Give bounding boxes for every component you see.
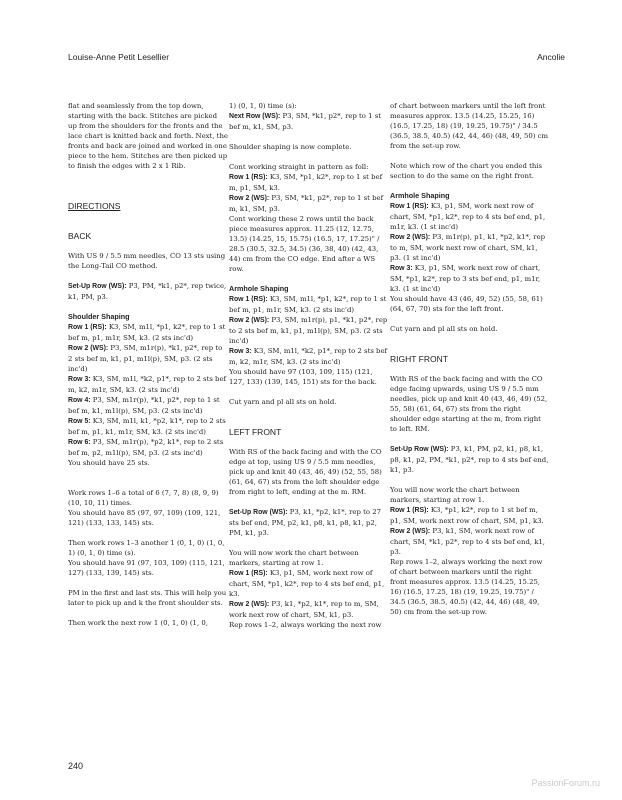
back-heading: BACK xyxy=(68,231,92,241)
armhole-row-2 xyxy=(229,315,389,346)
back-setup-row xyxy=(68,281,228,302)
cut-yarn: Cut yarn and pl all sts on hold. xyxy=(390,325,498,333)
armhole-shaping-heading: Armhole Shaping xyxy=(229,284,289,293)
time-continuation: 1) (0, 1, 0) time (s): xyxy=(229,102,297,110)
row-label: Row 6: xyxy=(68,439,91,446)
row-text: P3, k1, SM, work next row of chart, SM, *k1, p2*, rep to 4 sts bef end, k1, p3. xyxy=(390,527,545,556)
front-armhole-row-2 xyxy=(390,232,550,263)
armhole-shaping-heading: Armhole Shaping xyxy=(390,191,450,200)
chart-intro: You will now work the chart between markers, starting at row 1. xyxy=(229,549,359,567)
shoulder-row-1 xyxy=(68,322,228,343)
header-title: Ancolie xyxy=(537,52,565,62)
row-text: K3, SM, *p1, k2*, rep to 1 st bef m, p1, SM, k3. xyxy=(229,173,383,192)
left-front-setup-row xyxy=(229,507,389,538)
row-text: K3, SM, m1l, k1, *p2, k1*, rep to 2 sts bef m, p1, k1, m1r, SM, k3. (2 sts inc'd) xyxy=(68,417,226,436)
row-text: K3, SM, m1l, *p1, k2*, rep to 1 st bef m, p1, m1r, SM, k3. (2 sts inc'd) xyxy=(229,295,387,314)
row-text: P3, SM, m1r(p), *k1, p2*, rep to 1 st bef m, k1, m1l(p), SM, p3. (2 sts inc'd) xyxy=(68,396,220,415)
row-text: K3, p1, SM, work next row of chart, SM, *p1, k2*, rep to 3 sts bef end, p1, m1r, k3. (1 st inc'd) xyxy=(390,264,541,293)
row-text: P3, k1, *p2, k1*, rep to 27 sts bef end, PM, p2, k1, p8, k1, p8, k1, p2, PM, k1, p3. xyxy=(229,508,381,537)
row-text: P3, SM, m1r(p), *p2, k1*, rep to 2 sts bef m, p2, m1l(p), SM, p3. (2 sts inc'd) xyxy=(68,438,224,457)
row-text: P3, PM, *k1, p2*, rep twice, k1, PM, p3. xyxy=(68,282,227,301)
row-label: Row 2 (WS): xyxy=(229,317,270,324)
row-text: K3, SM, m1l, *k2, p1*, rep to 2 sts bef m, k2, m1r, SM, k3. (2 sts inc'd) xyxy=(229,347,388,366)
stitch-count: You should have 25 sts. xyxy=(68,459,150,467)
row-label: Row 1 (RS): xyxy=(229,296,268,303)
pattern-row-1 xyxy=(229,172,389,193)
row-text: K3, p1, SM, work next row of chart, SM, *p1, k2*, rep to 4 sts bef end, p1, m1r, k3. (1 st inc'd) xyxy=(390,202,546,231)
header-author: Louise-Anne Petit Lesellier xyxy=(68,52,170,62)
shoulder-complete: Shoulder shaping is now complete. xyxy=(229,143,352,151)
right-front-setup-row xyxy=(390,444,550,475)
row-label: Row 1 (RS): xyxy=(229,570,268,577)
chart-row-note: Note which row of the chart you ended this section to do the same on the right front. xyxy=(390,162,543,180)
shoulder-row-6 xyxy=(68,437,228,458)
row-text: P3, k1, *p2, k1*, rep to m, SM, work next row of chart, SM, k1, p3. xyxy=(229,600,379,619)
shoulder-row-2 xyxy=(68,343,228,374)
row-text: K3, p1, SM, work next row of chart, SM, *p1, k2*, rep to 4 sts bef end, p1, k3. xyxy=(229,569,385,598)
stitch-count: You should have 85 (97, 97, 109) (109, 121, 121) (133, 133, 145) sts. xyxy=(68,509,221,527)
row-label: Row 4: xyxy=(68,397,91,404)
armhole-row-3 xyxy=(229,346,389,367)
right-front-repeat: Rep rows 1–2, always working the next row of chart between markers until the right front measures approx. 13.5 (14.25, 15.25, 16) (16.5, 17.25, 18) (19, 19.25, 19.75)" / 34.5 (36.5, 38.5, 40.5) (42, 44, 46) (48, 49, 50) cm from the set-up row. xyxy=(390,558,543,616)
intro-paragraph: flat and seamlessly from the top down, starting with the back. Stitches are picked up from the shoulders for the fronts and the lace chart is knitted back and forth. Next, the fronts and back are joined and worked in one piece to the hem. Stitches are then picked up to finish the edges with 2 x 1 Rib. xyxy=(68,102,228,170)
left-front-repeat: Rep rows 1–2, always working the next row xyxy=(229,621,382,629)
column-2 xyxy=(229,101,389,630)
column-1 xyxy=(68,101,228,628)
chart-intro: You will now work the chart between markers, starting at row 1. xyxy=(390,486,520,504)
row-text: P3, SM, m1r(p), *k1, p2*, rep to 2 sts bef m, k1, p1, m1l(p), SM, p3. (2 sts inc'd) xyxy=(68,344,223,373)
column-3 xyxy=(390,101,550,617)
stitch-count: You should have 43 (46, 49, 52) (55, 58, 61) (64, 67, 70) sts for the left front. xyxy=(390,295,543,313)
right-front-row-1 xyxy=(390,505,550,526)
right-front-intro: With RS of the back facing and with the CO edge facing upwards, using US 9 / 5.5 mm needles, pick up and knit 40 (43, 46, 49) (52, 55, 58) (61, 64, 67) sts from the right shoulder edge starting at the m, from right to left. RM. xyxy=(390,375,548,433)
left-front-heading: LEFT FRONT xyxy=(229,427,282,437)
row-label: Row 1 (RS): xyxy=(390,203,429,210)
row-label: Row 1 (RS): xyxy=(390,507,429,514)
row-label: Row 2 (WS): xyxy=(390,234,431,241)
row-text: P3, k1, PM, p2, k1, p8, k1, p8, k1, p2, PM, *k1, p2*, rep to 4 sts bef end, k1, p3. xyxy=(390,445,549,474)
then-work-rows: Then work rows 1–3 another 1 (0, 1, 0) (1, 0, 1) (0, 1, 0) time (s). xyxy=(68,539,225,557)
row-label: Row 3: xyxy=(390,265,413,272)
row-label: Row 2 (WS): xyxy=(68,345,109,352)
front-armhole-row-3 xyxy=(390,263,550,294)
pattern-row-2 xyxy=(229,193,389,214)
next-row xyxy=(229,111,389,132)
shoulder-row-5 xyxy=(68,416,228,437)
row-label: Row 2 (WS): xyxy=(229,195,270,202)
left-front-measure: of chart between markers until the left front measures approx. 13.5 (14.25, 15.25, 16) (16.5, 17.25, 18) (19, 19.25, 19.75)" / 34.5 (36.5, 38.5, 40.5) (42, 44, 46) (48, 49, 50) cm from the set-up row. xyxy=(390,102,549,150)
shoulder-row-3 xyxy=(68,374,228,395)
page-number: 240 xyxy=(68,761,84,771)
work-rows-repeat: Work rows 1–6 a total of 6 (7, 7, 8) (8, 9, 9) (10, 10, 11) times. xyxy=(68,489,219,507)
row-text: K3, SM, m1l, *k2, p1*, rep to 2 sts bef m, k2, m1r, SM, k3. (2 sts inc'd) xyxy=(68,375,227,394)
row-text: P3, SM, *k1, p2*, rep to 1 st bef m, k1, SM, p3. xyxy=(229,194,384,213)
row-label: Row 3: xyxy=(68,376,91,383)
row-text: P3, SM, m1r(p), p1, *k1, p2*, rep to 2 sts bef m, k1, p1, m1l(p), SM, p3. (2 sts inc'd) xyxy=(229,316,388,345)
row-label: Row 3: xyxy=(229,348,252,355)
cut-yarn: Cut yarn and pl all sts on hold. xyxy=(229,398,337,406)
watermark: PassionForum.ru xyxy=(531,778,600,788)
shoulder-shaping-heading: Shoulder Shaping xyxy=(68,312,130,321)
right-front-heading: RIGHT FRONT xyxy=(390,354,448,364)
stitch-count: You should have 91 (97, 103, 109) (115, 121, 127) (133, 139, 145) sts. xyxy=(68,559,225,577)
row-label: Row 5: xyxy=(68,418,91,425)
row-label: Set-Up Row (WS): xyxy=(68,283,127,290)
back-cast-on: With US 9 / 5.5 mm needles, CO 13 sts using the Long-Tail CO method. xyxy=(68,252,226,270)
left-front-row-2 xyxy=(229,599,389,620)
row-text: K3, SM, m1l, *p1, k2*, rep to 1 st bef m, p1, m1r, SM, k3. (2 sts inc'd) xyxy=(68,323,226,342)
row-label: Row 1 (RS): xyxy=(68,324,107,331)
left-front-row-1 xyxy=(229,568,389,599)
row-text: P3, SM, *k1, p2*, rep to 1 st bef m, k1, SM, p3. xyxy=(229,112,382,131)
row-label: Row 1 (RS): xyxy=(229,174,268,181)
cont-until: Cont working these 2 rows until the back piece measures approx. 11.25 (12, 12.75, 13.5) (14.25, 15, 15.75) (16.5, 17, 17.25)" / 28.5 (30.5, 32.5, 34.5) (36, 38, 40) (42, 43, 44) cm from the CO edge. End after a WS row. xyxy=(229,215,380,273)
row-label: Row 2 (WS): xyxy=(229,601,270,608)
row-label: Set-Up Row (WS): xyxy=(229,509,288,516)
front-armhole-row-1 xyxy=(390,201,550,232)
next-row-intro: Then work the next row 1 (0, 1, 0) (1, 0, xyxy=(68,619,208,627)
row-label: Next Row (WS): xyxy=(229,113,281,120)
row-text: K3, *p1, k2*, rep to 1 st bef m, p1, SM, work next row of chart, SM, p1, k3. xyxy=(390,506,544,525)
pm-note: PM in the first and last sts. This will help you later to pick up and k the front shoulder sts. xyxy=(68,589,227,607)
row-label: Set-Up Row (WS): xyxy=(390,446,449,453)
stitch-count: You should have 97 (103, 109, 115) (121, 127, 133) (139, 145, 151) sts for the back. xyxy=(229,368,377,386)
armhole-row-1 xyxy=(229,294,389,315)
right-front-row-2 xyxy=(390,526,550,557)
directions-heading: DIRECTIONS xyxy=(68,201,121,211)
cont-intro: Cont working straight in pattern as foll: xyxy=(229,163,369,171)
shoulder-row-4 xyxy=(68,395,228,416)
left-front-intro: With RS of the back facing and with the CO edge at top, using US 9 / 5.5 mm needles, pick up and knit 40 (43, 46, 49) (52, 55, 58) (61, 64, 67) sts from the left shoulder edge from right to left, ending at the m. RM. xyxy=(229,448,382,496)
row-label: Row 2 (WS): xyxy=(390,528,431,535)
row-text: P3, m1r(p), p1, k1, *p2, k1*, rep to m, SM, work next row of chart, SM, k1, p3. (1 st inc'd) xyxy=(390,233,546,262)
